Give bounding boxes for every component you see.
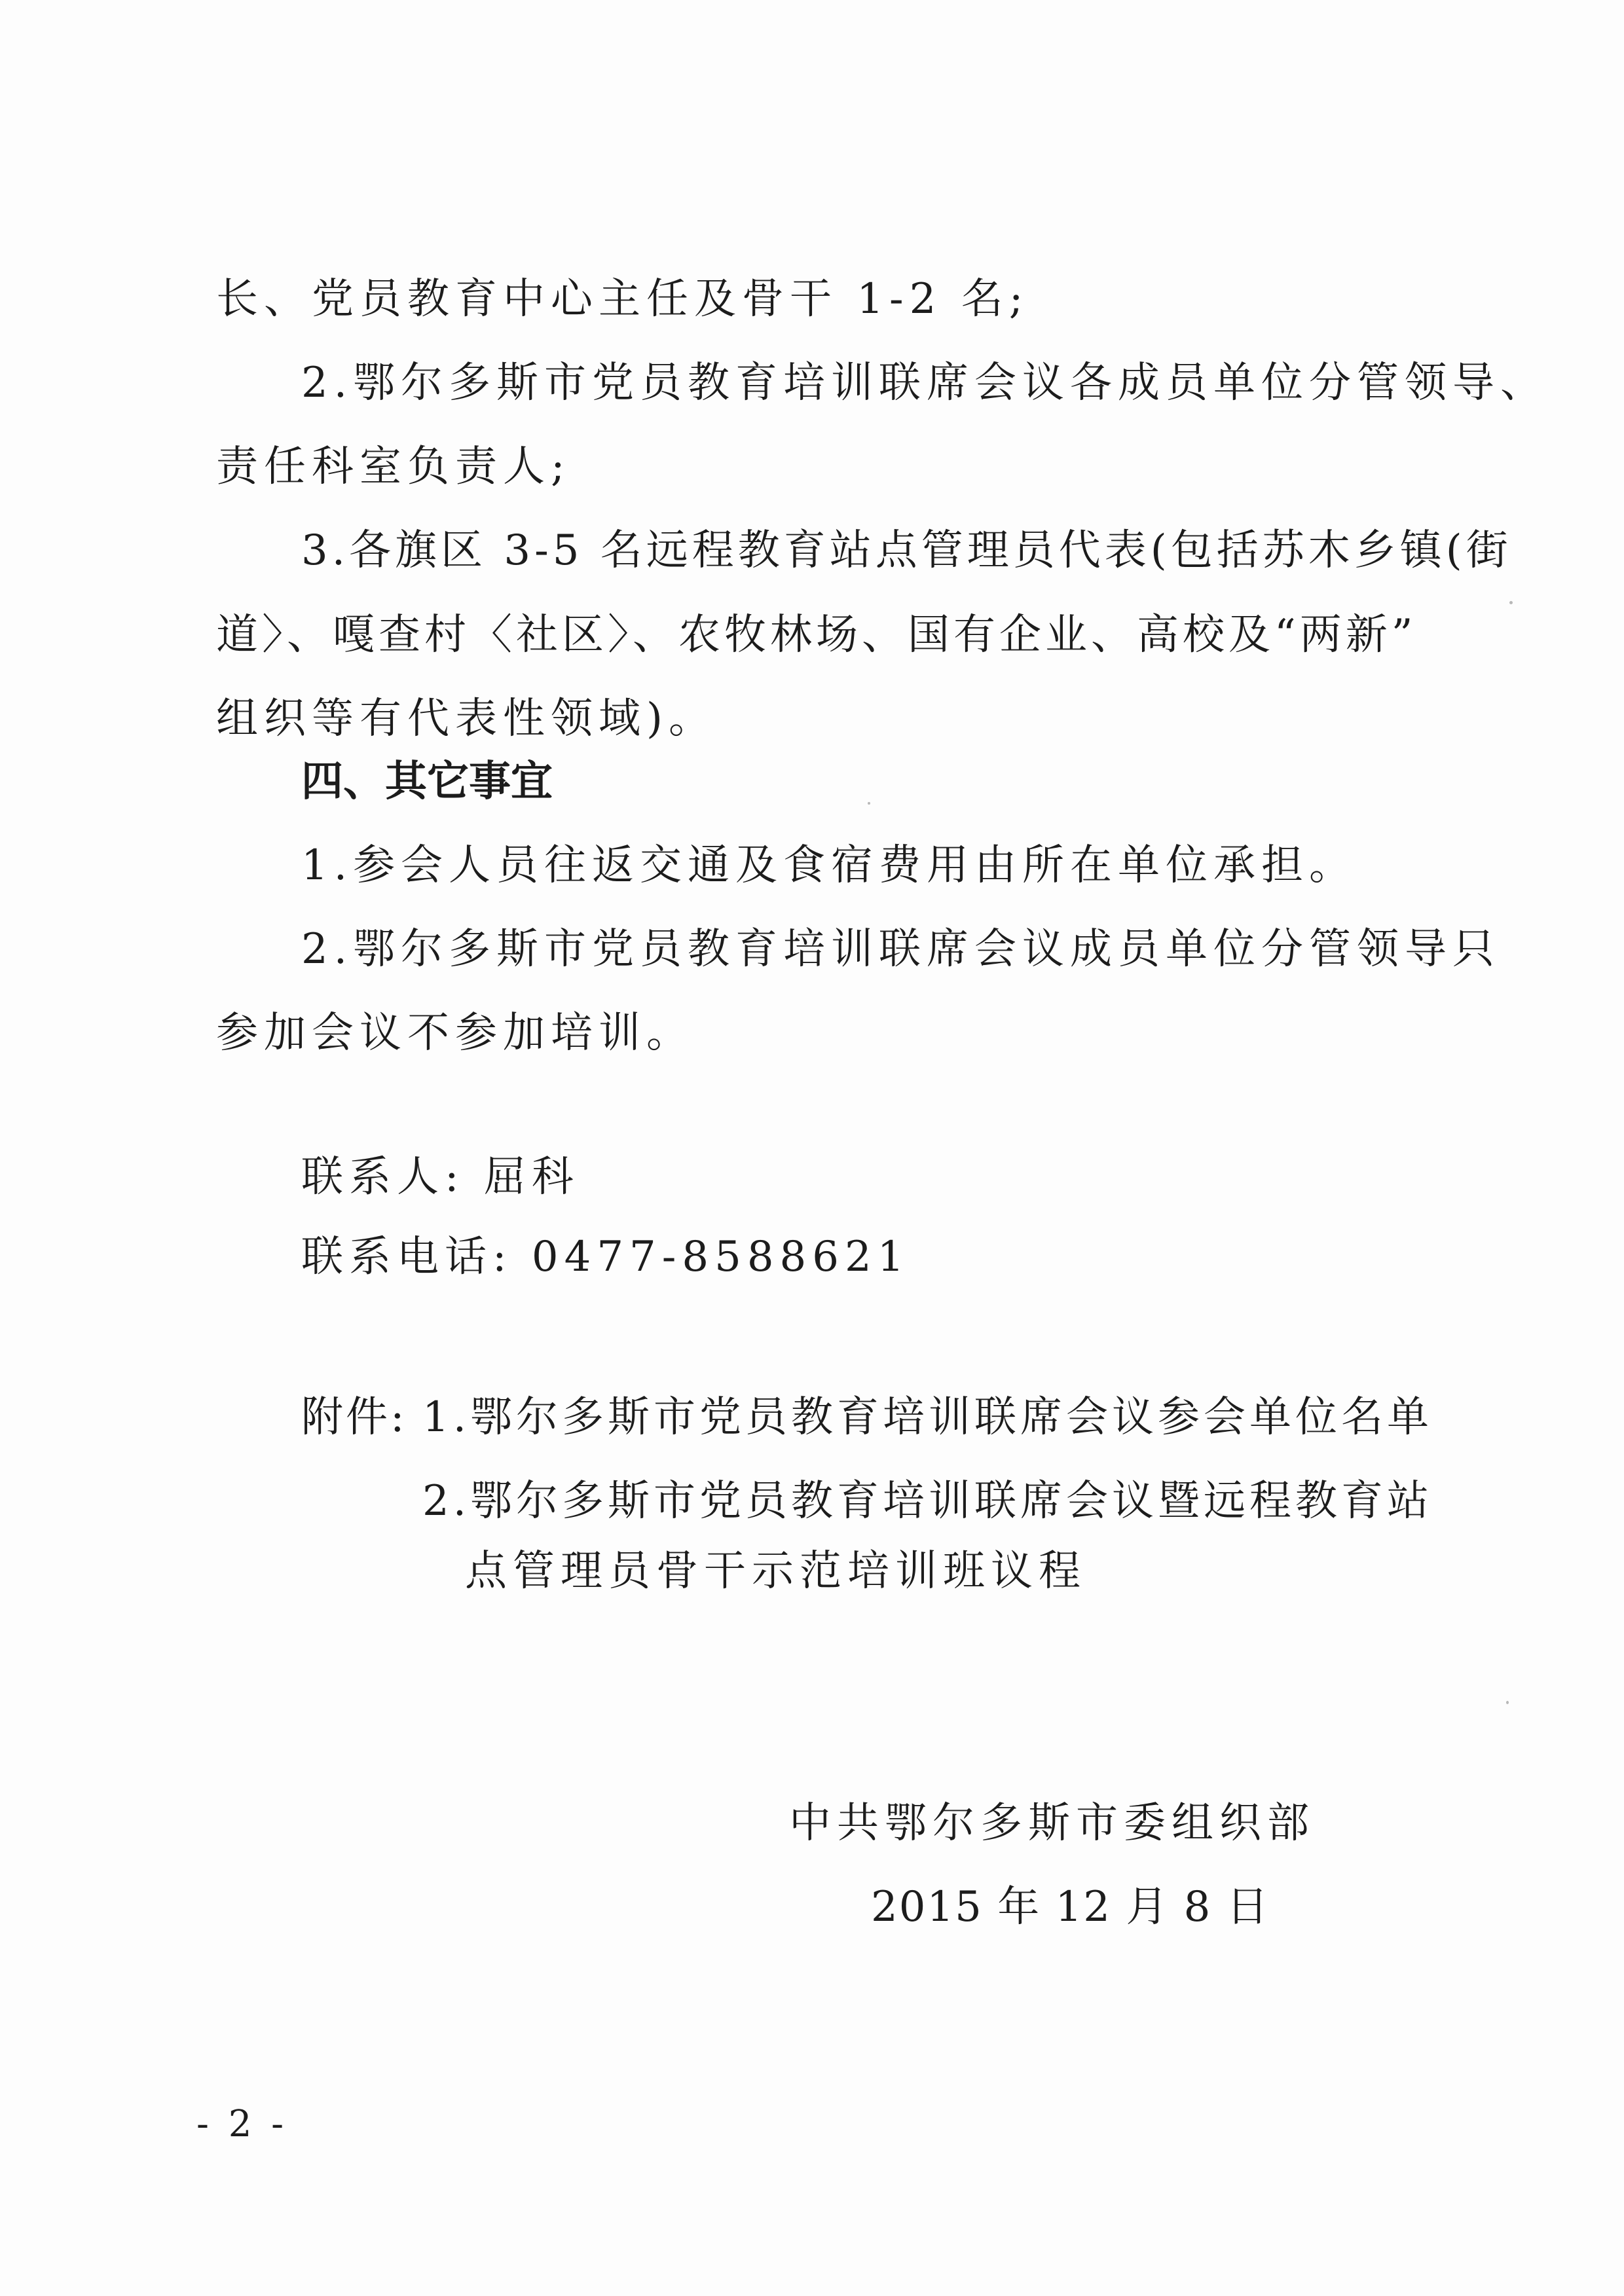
scan-speck <box>868 802 870 805</box>
section3-item-2-cont: 责任科室负责人; <box>216 443 571 491</box>
section3-line-1: 长、党员教育中心主任及骨干 1-2 名; <box>216 275 1029 323</box>
scan-speck <box>1509 601 1513 604</box>
section4-item-1: 1.参会人员往返交通及食宿费用由所在单位承担。 <box>301 841 1357 890</box>
signature-date: 2015 年 12 月 8 日 <box>871 1883 1270 1931</box>
attachment-item-2: 2.鄂尔多斯市党员教育培训联席会议暨远程教育站 <box>422 1477 1433 1525</box>
section3-item-3-end: 组织等有代表性领域)。 <box>216 695 716 743</box>
section4-item-2-cont: 参加会议不参加培训。 <box>216 1009 694 1057</box>
attachments-label: 附件: <box>301 1393 407 1442</box>
section4-item-2: 2.鄂尔多斯市党员教育培训联席会议成员单位分管领导只 <box>301 925 1501 974</box>
signature-organization: 中共鄂尔多斯市委组织部 <box>789 1799 1315 1848</box>
section4-heading: 四、其它事宜 <box>301 757 553 806</box>
section3-item-3-cont: 道〉、嘎查村〈社区〉、农牧林场、国有企业、高校及“两新” <box>216 611 1417 659</box>
section3-item-3: 3.各旗区 3-5 名远程教育站点管理员代表(包括苏木乡镇(街 <box>301 526 1512 575</box>
contact-phone: 联系电话: 0477-8588621 <box>301 1233 910 1281</box>
page-number: - 2 - <box>196 2103 288 2145</box>
attachment-item-2-cont: 点管理员骨干示范培训班议程 <box>465 1547 1086 1595</box>
attachment-item-1: 1.鄂尔多斯市党员教育培训联席会议参会单位名单 <box>422 1393 1433 1442</box>
contact-person: 联系人: 屈科 <box>301 1153 580 1201</box>
section3-item-2: 2.鄂尔多斯市党员教育培训联席会议各成员单位分管领导、 <box>301 359 1549 407</box>
scan-speck <box>1506 1701 1509 1704</box>
